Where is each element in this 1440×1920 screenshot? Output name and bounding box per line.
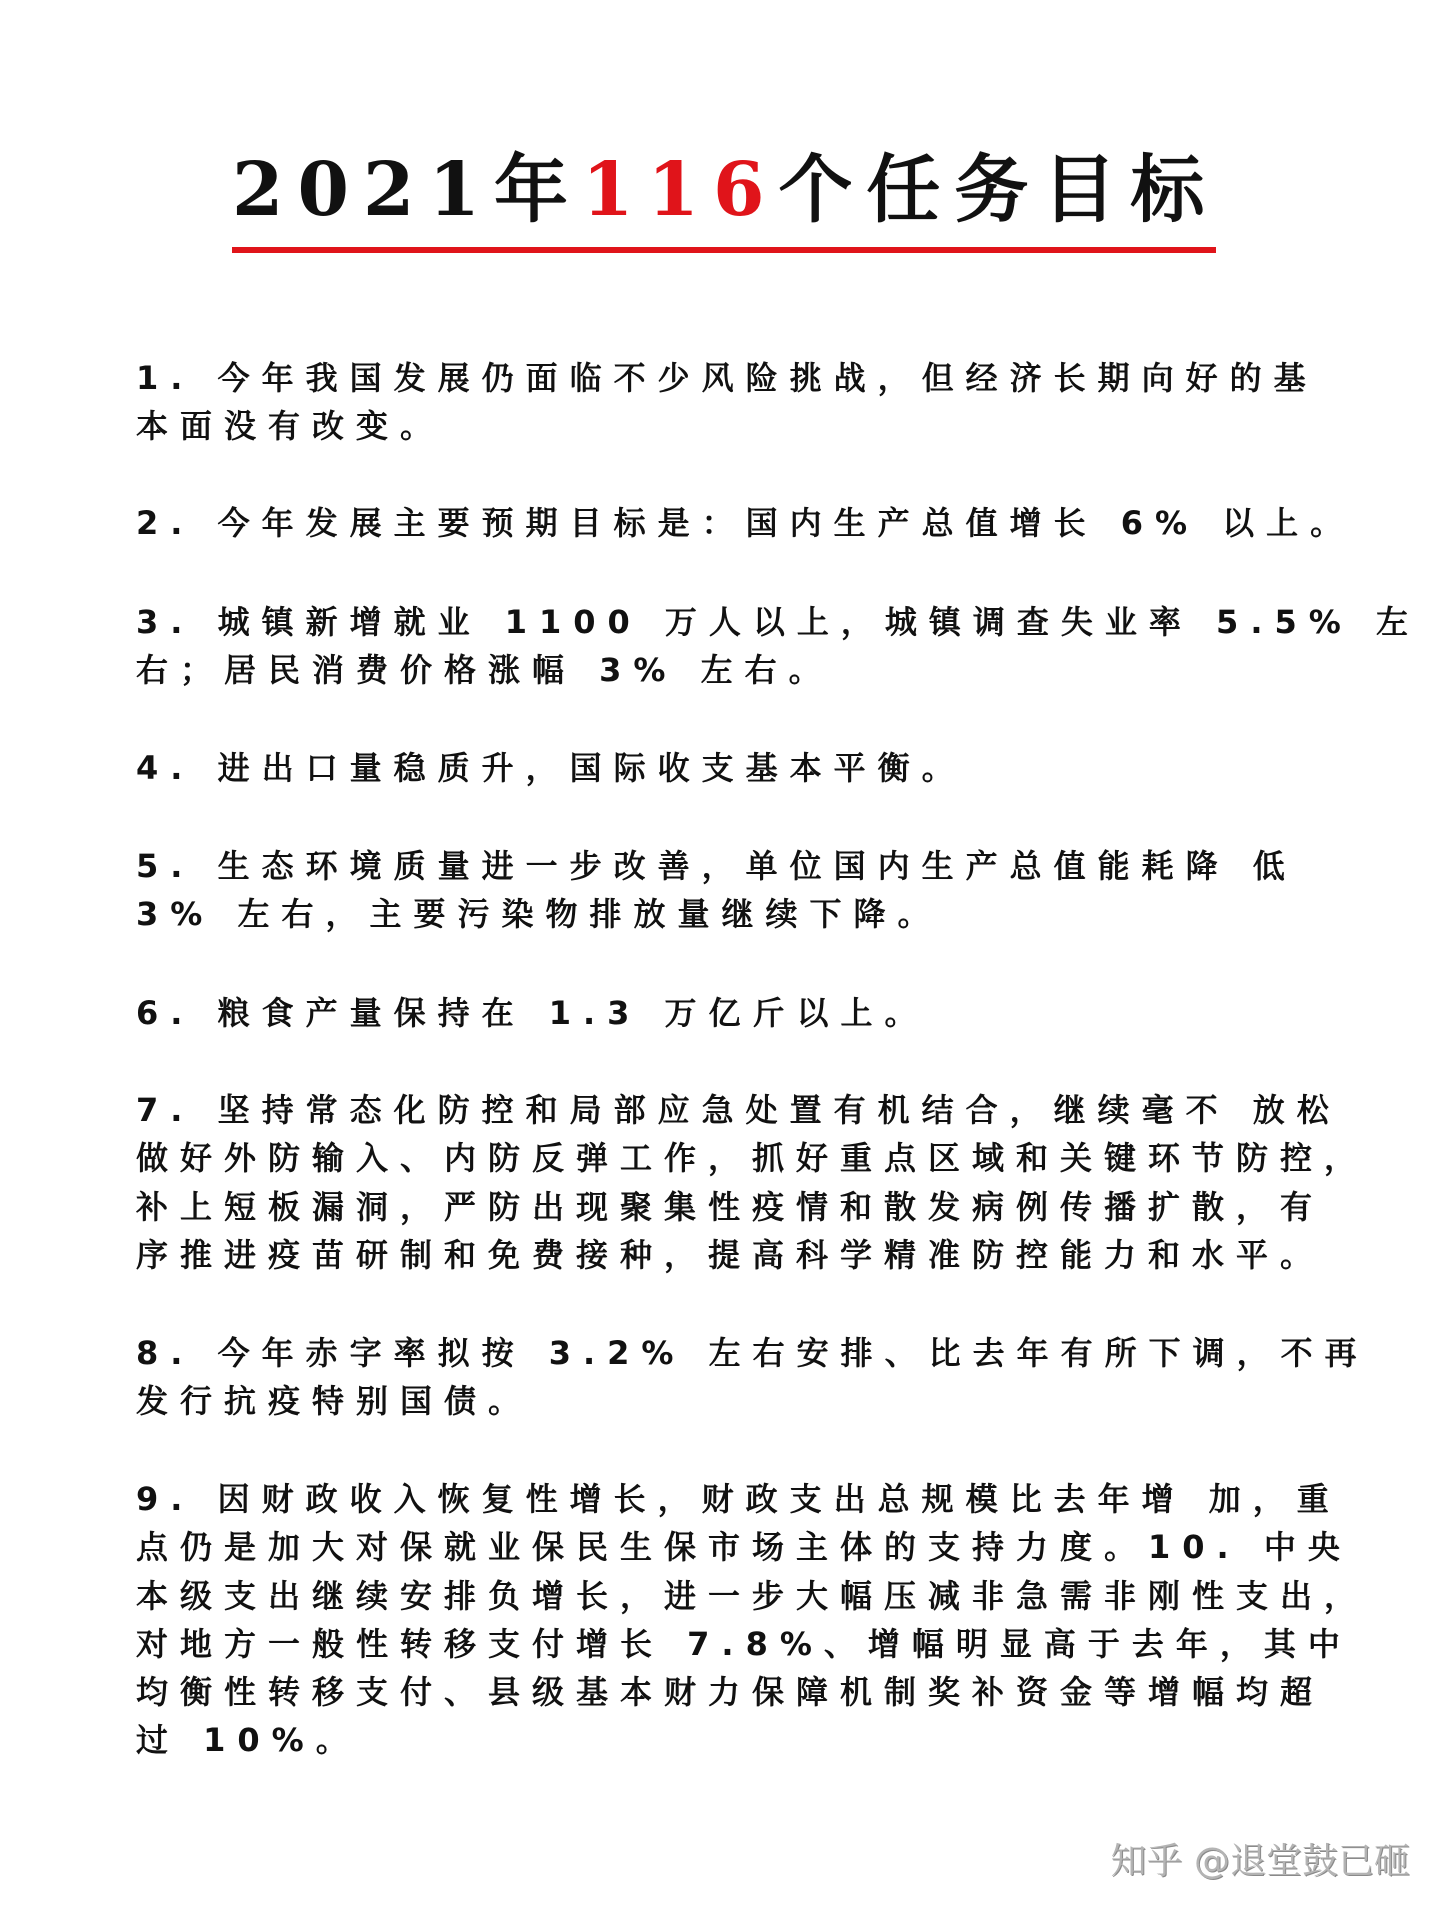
title-prefix: 2021年 [232,147,582,233]
item-7-line-3: 补上短板漏洞，严防出现聚集性疫情和散发病例传播扩散，有 [136,1188,1325,1226]
item-9-line-4: 对地方一般性转移支付增长 7.8%、增幅明显高于去年，其中 [136,1625,1352,1663]
title-highlight-number: 116 [581,147,779,233]
item-4-line-1: 4. 进出口量稳质升，国际收支基本平衡。 [136,749,966,787]
item-9-line-5: 均衡性转移支付、县级基本财力保障机制奖补资金等增幅均超 [136,1673,1325,1711]
page-title [232,140,1219,240]
item-9-line-6: 过 10%。 [136,1721,360,1759]
item-5-line-2: 3% 左右，主要污染物排放量继续下降。 [136,895,942,933]
item-6-line-1: 6. 粮食产量保持在 1.3 万亿斤以上。 [136,994,929,1032]
item-1-line-1: 1. 今年我国发展仍面临不少风险挑战，但经济长期向好的基 [136,359,1318,397]
title-underline-divider [232,247,1216,253]
item-1-line-2: 本面没有改变。 [136,407,445,445]
item-9-line-1: 9. 因财政收入恢复性增长，财政支出总规模比去年增 加，重 [136,1480,1341,1518]
item-7-line-2: 做好外防输入、内防反弹工作，抓好重点区域和关键环节防控， [136,1139,1369,1177]
title-suffix: 个任务目标 [778,147,1219,233]
item-9-line-2: 点仍是加大对保就业保民生保市场主体的支持力度。10. 中央 [136,1528,1352,1566]
item-9-line-3: 本级支出继续安排负增长，进一步大幅压减非急需非刚性支出， [136,1577,1369,1615]
item-5-line-1: 5. 生态环境质量进一步改善，单位国内生产总值能耗降 低 [136,847,1297,885]
item-3-line-2: 右；居民消费价格涨幅 3% 左右。 [136,651,833,689]
item-8-line-2: 发行抗疫特别国债。 [136,1382,533,1420]
item-2-line-1: 2. 今年发展主要预期目标是：国内生产总值增长 6% 以上。 [136,504,1355,542]
item-3-line-1: 3. 城镇新增就业 1100 万人以上，城镇调查失业率 5.5% 左 [136,603,1420,641]
zhihu-watermark: 知乎 @退堂鼓已砸 [1110,1841,1410,1882]
item-7-line-1: 7. 坚持常态化防控和局部应急处置有机结合，继续毫不 放松 [136,1091,1341,1129]
item-8-line-1: 8. 今年赤字率拟按 3.2% 左右安排、比去年有所下调，不再 [136,1334,1369,1372]
item-7-line-4: 序推进疫苗研制和免费接种，提高科学精准防控能力和水平。 [136,1236,1325,1274]
